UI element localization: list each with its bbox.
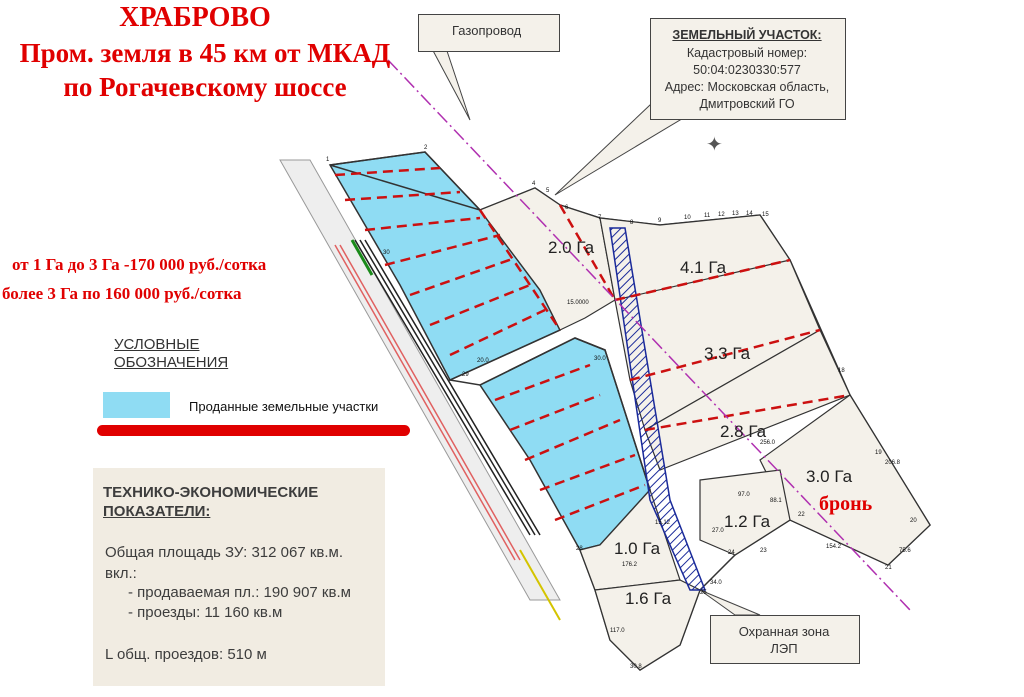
parcel-card-title: ЗЕМЕЛЬНЫЙ УЧАСТОК: xyxy=(672,28,822,42)
plot-label: 3.3 Га xyxy=(704,344,751,363)
ohr-callout-pointer xyxy=(700,590,760,615)
dimension-label: 88.1 xyxy=(770,498,782,504)
dimension-label: 34.0 xyxy=(710,580,722,586)
dimension-label: 20.0 xyxy=(477,358,489,364)
reserved-label: бронь xyxy=(819,493,873,515)
gas-callout-pointer xyxy=(430,45,470,120)
survey-point: 25 xyxy=(700,590,707,596)
tep-incl: вкл.: xyxy=(105,565,137,582)
survey-point: 2 xyxy=(424,145,428,151)
tep-roads-area: - проезды: 11 160 кв.м xyxy=(128,604,283,621)
ohr-callout-lep: ЛЭП xyxy=(770,641,798,656)
survey-point: 18 xyxy=(838,368,845,374)
plot-label: 1.6 Га xyxy=(625,589,672,608)
plot-label: 4.1 Га xyxy=(680,258,727,277)
title-road: по Рогачевскому шоссе xyxy=(63,72,347,102)
tep-title: ТЕХНИКО-ЭКОНОМИЧЕСКИЕ ПОКАЗАТЕЛИ: xyxy=(103,484,319,520)
dimension-label: 30.8 xyxy=(630,664,642,670)
dimension-label: 30.0 xyxy=(594,356,606,362)
survey-point: 11 xyxy=(704,213,711,219)
survey-point: 10 xyxy=(684,215,691,221)
survey-point: 24 xyxy=(728,550,735,556)
survey-point: 7 xyxy=(598,215,602,221)
dimension-label: 256.0 xyxy=(760,440,776,446)
plot-label: 3.0 Га xyxy=(806,467,853,486)
dimension-label: 154.2 xyxy=(826,544,842,550)
plot-label: 1.2 Га xyxy=(724,512,771,531)
survey-point: 22 xyxy=(798,512,805,518)
legend-sold-swatch xyxy=(103,392,170,418)
plot-label: 1.0 Га xyxy=(614,539,661,558)
survey-point: 15 xyxy=(762,212,769,218)
survey-point: 1 xyxy=(326,157,330,163)
dimension-label: 75.6 xyxy=(899,548,911,554)
survey-point: 29 xyxy=(462,372,469,378)
dimension-label: 206.8 xyxy=(885,460,901,466)
parcel-card-address: Адрес: Московская область, xyxy=(664,80,830,94)
tep-sale-area: - продаваемая пл.: 190 907 кв.м xyxy=(128,584,351,601)
price-line-2: более 3 Га по 160 000 руб./сотка xyxy=(2,284,242,303)
survey-point: 19 xyxy=(875,450,882,456)
survey-point: 9 xyxy=(658,218,662,224)
survey-point: 6 xyxy=(565,205,569,211)
survey-point: 4 xyxy=(532,181,536,187)
gas-callout-label: Газопровод xyxy=(452,23,522,38)
dimension-label: 97.0 xyxy=(738,492,750,498)
price-line-1: от 1 Га до 3 Га -170 000 руб./сотка xyxy=(12,255,267,274)
legend-sold-label: Проданные земельные участки xyxy=(189,399,379,414)
title-subtitle: Пром. земля в 45 км от МКАД xyxy=(19,38,391,68)
tep-road-length: L общ. проездов: 510 м xyxy=(105,646,267,663)
title-location: ХРАБРОВО xyxy=(119,2,271,33)
survey-point: 8 xyxy=(630,220,634,226)
legend-title: УСЛОВНЫЕ ОБОЗНАЧЕНИЯ xyxy=(114,336,229,371)
dimension-label: 176.2 xyxy=(622,562,638,568)
legend-road-line xyxy=(97,425,410,436)
survey-point: 13 xyxy=(732,211,739,217)
survey-point: 5 xyxy=(546,188,550,194)
dimension-label: 15.0000 xyxy=(567,300,589,306)
dimension-label: 15.12 xyxy=(655,520,671,526)
survey-point: 23 xyxy=(760,548,767,554)
parcel-card-cad-number: 50:04:0230330:577 xyxy=(693,63,801,77)
compass-icon: ✦ xyxy=(706,134,723,156)
survey-point: 12 xyxy=(718,212,725,218)
dimension-label: 117.0 xyxy=(610,628,625,634)
survey-point: 30 xyxy=(383,250,390,256)
parcel-card-cad-label: Кадастровый номер: xyxy=(686,46,808,60)
survey-point: 21 xyxy=(885,565,892,571)
ohr-callout-label: Охранная зона xyxy=(738,624,830,639)
plot-label: 2.8 Га xyxy=(720,422,767,441)
survey-point: 14 xyxy=(746,211,753,217)
survey-point: 28 xyxy=(576,546,583,552)
survey-point: 20 xyxy=(910,518,917,524)
plot-label: 2.0 Га xyxy=(548,238,595,257)
dimension-label: 27.0 xyxy=(712,528,724,534)
ohr-callout xyxy=(710,615,860,664)
tep-total-area: Общая площадь ЗУ: 312 067 кв.м. xyxy=(105,544,344,561)
parcel-card-district: Дмитровский ГО xyxy=(699,97,795,111)
